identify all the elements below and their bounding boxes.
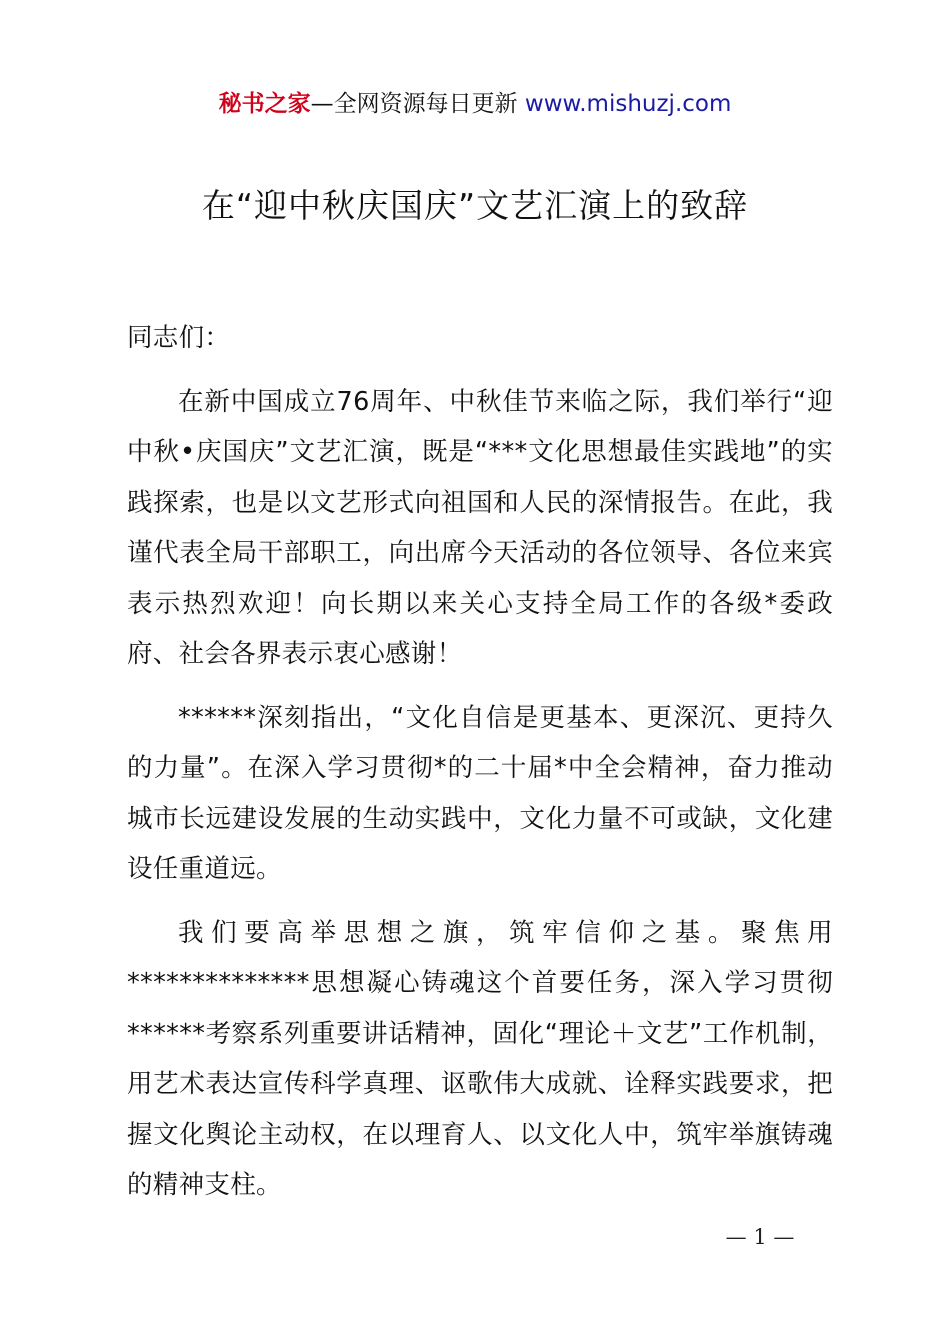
header-tagline: 全网资源每日更新	[333, 91, 525, 117]
paragraph-2: ******深刻指出，“文化自信是更基本、更深沉、更持久的力量”。在深入学习贯彻*的二十届*中全会精神，奋力推动城市长远建设发展的生动实践中，文化力量不可或缺，文化建设任重道远。	[127, 702, 833, 884]
paragraph-3: 我们要高举思想之旗，筑牢信仰之基。聚焦用**************思想凝心铸魂这个首要任务，深入学习贯彻******考察系列重要讲话精神，固化“理论＋文艺”工作机制，用艺术表达宣传科学真理、讴歌伟大成就、诠释实践要求，把握文化舆论主动权，在以理育人、以文化人中，筑牢举旗铸魂的精神支柱。	[127, 917, 833, 1200]
greeting: 同志们：	[127, 323, 231, 353]
header-dash: —	[310, 91, 334, 117]
page-number: — 1 —	[725, 1225, 795, 1249]
paragraph-1: 在新中国成立76周年、中秋佳节来临之际，我们举行“迎中秋•庆国庆”文艺汇演，既是“***文化思想最佳实践地”的实践探索，也是以文艺形式向祖国和人民的深情报告。在此，我谨代表全局干部职工，向出席今天活动的各位领导、各位来宾表示热烈欢迎！向长期以来关心支持全局工作的各级*委政府、社会各界表示衷心感谢！	[127, 386, 833, 669]
document-title: 在“迎中秋庆国庆”文艺汇演上的致辞	[201, 186, 749, 225]
site-url-link[interactable]: www.mishuzj.com	[524, 91, 732, 117]
brand-name: 秘书之家	[218, 91, 311, 117]
document-body	[127, 313, 833, 1224]
site-header	[0, 88, 950, 120]
